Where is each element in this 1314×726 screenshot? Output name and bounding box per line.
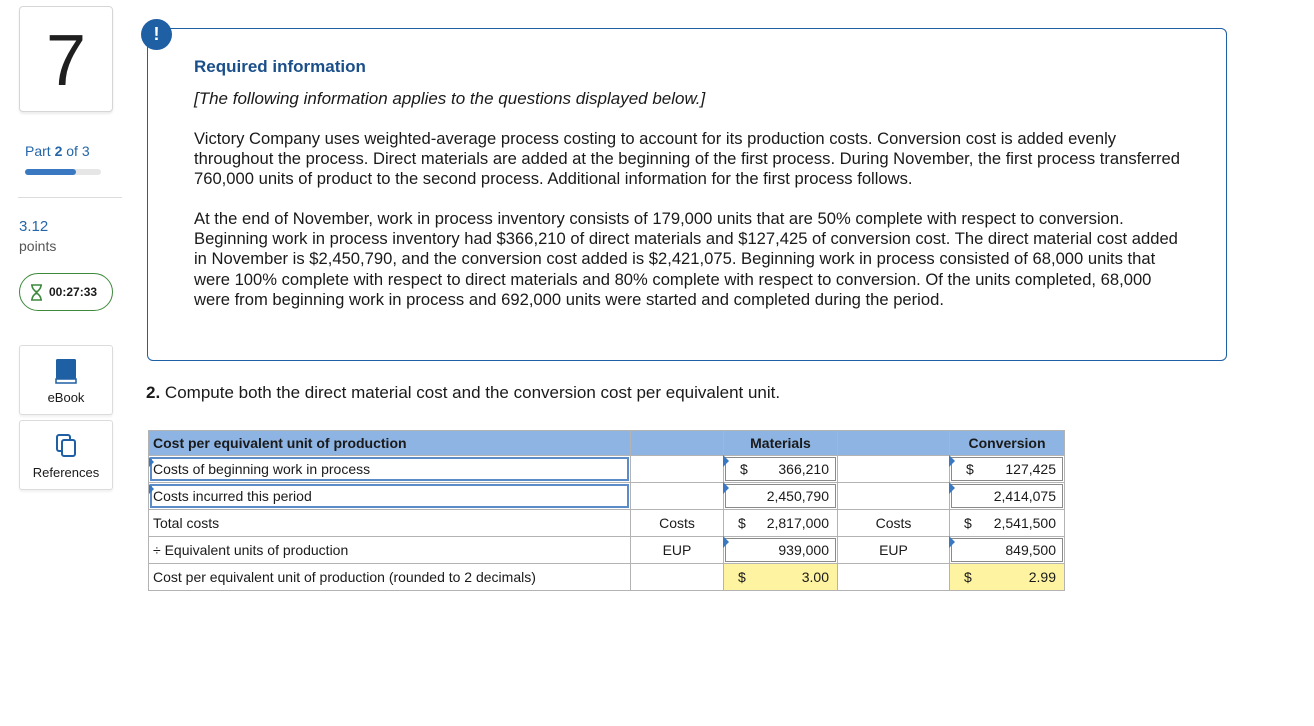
header-conversion: Conversion: [950, 431, 1065, 456]
row-mid-2: [838, 483, 950, 510]
row-label-dropdown[interactable]: [149, 456, 631, 483]
dollar-sign: $: [738, 515, 746, 531]
header-materials: Materials: [724, 431, 838, 456]
materials-value: 3.00: [801, 569, 829, 585]
question-number-card: [19, 6, 113, 112]
dollar-sign: $: [966, 461, 974, 477]
row-label: Cost per equivalent unit of production (rounded to 2 decimals): [149, 564, 631, 591]
cost-per-eup-table: [148, 430, 1065, 591]
task-number: 2.: [146, 383, 161, 402]
row-mid-2: Costs: [838, 510, 950, 537]
timer-value: 00:27:33: [49, 285, 98, 299]
conversion-result: [950, 564, 1065, 591]
book-icon: [54, 358, 78, 384]
question-number: 7: [45, 21, 87, 101]
part-prefix: Part: [25, 143, 51, 159]
timer[interactable]: [19, 273, 113, 311]
row-mid-1: Costs: [631, 510, 724, 537]
row-mid-1: [631, 456, 724, 483]
materials-result: [724, 564, 838, 591]
table-row: [149, 537, 1065, 564]
part-progress-bar: [25, 169, 101, 175]
materials-value: 366,210: [778, 461, 829, 477]
materials-input[interactable]: [724, 483, 838, 510]
conversion-input[interactable]: [950, 537, 1065, 564]
info-note: [The following information applies to the questions displayed below.]: [194, 89, 706, 108]
hourglass-icon: [30, 284, 43, 301]
row-mid-1: EUP: [631, 537, 724, 564]
row-label-dropdown[interactable]: [149, 483, 631, 510]
part-indicator: [25, 143, 90, 159]
part-progress-fill: [25, 169, 76, 175]
conversion-value: 127,425: [1005, 461, 1056, 477]
materials-value: 2,817,000: [766, 515, 829, 531]
table-row: [149, 510, 1065, 537]
conversion-value: 2,541,500: [993, 515, 1056, 531]
row-mid-2: EUP: [838, 537, 950, 564]
dollar-sign: $: [964, 515, 972, 531]
header-label: Cost per equivalent unit of production: [149, 431, 631, 456]
conversion-value: 849,500: [1005, 542, 1056, 558]
part-of: of 3: [66, 143, 90, 159]
conversion-value: 2,414,075: [993, 488, 1056, 504]
materials-input[interactable]: [724, 456, 838, 483]
references-label: References: [32, 465, 100, 480]
required-information-panel: [147, 28, 1227, 361]
ebook-button[interactable]: [19, 345, 113, 415]
conversion-input[interactable]: [950, 456, 1065, 483]
dollar-sign: $: [740, 461, 748, 477]
task-text: Compute both the direct material cost and the conversion cost per equivalent unit.: [164, 383, 781, 402]
header-blank-2: [838, 431, 950, 456]
references-icon: [54, 433, 78, 459]
part-current: 2: [54, 143, 63, 159]
row-label: ÷ Equivalent units of production: [149, 537, 631, 564]
row-mid-2: [838, 456, 950, 483]
table-header-row: [149, 431, 1065, 456]
alert-icon: !: [141, 19, 172, 50]
info-paragraph-1: Victory Company uses weighted-average process costing to account for its production costs. Conversion cost is added evenly throughout the process. Direct materials are added at the beginning of the first process. During November, the first process transferred 760,000 units of product to the second process. Additional information for the first process follows.: [194, 129, 1180, 189]
row-label: Total costs: [149, 510, 631, 537]
row-label: Costs incurred this period: [153, 488, 312, 504]
conversion-value: 2.99: [1028, 569, 1056, 585]
references-button[interactable]: [19, 420, 113, 490]
points-value: 3.12: [19, 218, 49, 235]
table-row: [149, 564, 1065, 591]
conversion-total: [950, 510, 1065, 537]
task-prompt: [146, 383, 780, 403]
header-blank-1: [631, 431, 724, 456]
materials-value: 939,000: [778, 542, 829, 558]
materials-value: 2,450,790: [766, 488, 829, 504]
ebook-label: eBook: [47, 390, 85, 405]
rail-divider: [18, 197, 122, 198]
row-mid-1: [631, 564, 724, 591]
materials-input[interactable]: [724, 537, 838, 564]
info-title: Required information: [194, 57, 366, 76]
row-mid-2: [838, 564, 950, 591]
row-label: Costs of beginning work in process: [153, 461, 371, 477]
dollar-sign: $: [964, 569, 972, 585]
info-paragraph-2: At the end of November, work in process inventory consists of 179,000 units that are 50% complete with respect to conversion. Beginning work in process inventory had $366,210 of direct materials and $127,425 of conversion cost. The direct material cost added in November is $2,450,790, and the conversion cost added is $2,421,075. Beginning work in process consisted of 68,000 units that were 100% complete with respect to direct materials and 80% complete with respect to conversion. Of the units completed, 68,000 were from beginning work in process and 692,000 units were started and completed during the period.: [194, 209, 1178, 309]
materials-total: [724, 510, 838, 537]
dollar-sign: $: [738, 569, 746, 585]
points-label: points: [19, 238, 57, 254]
table-row: [149, 483, 1065, 510]
row-mid-1: [631, 483, 724, 510]
conversion-input[interactable]: [950, 483, 1065, 510]
table-row: [149, 456, 1065, 483]
